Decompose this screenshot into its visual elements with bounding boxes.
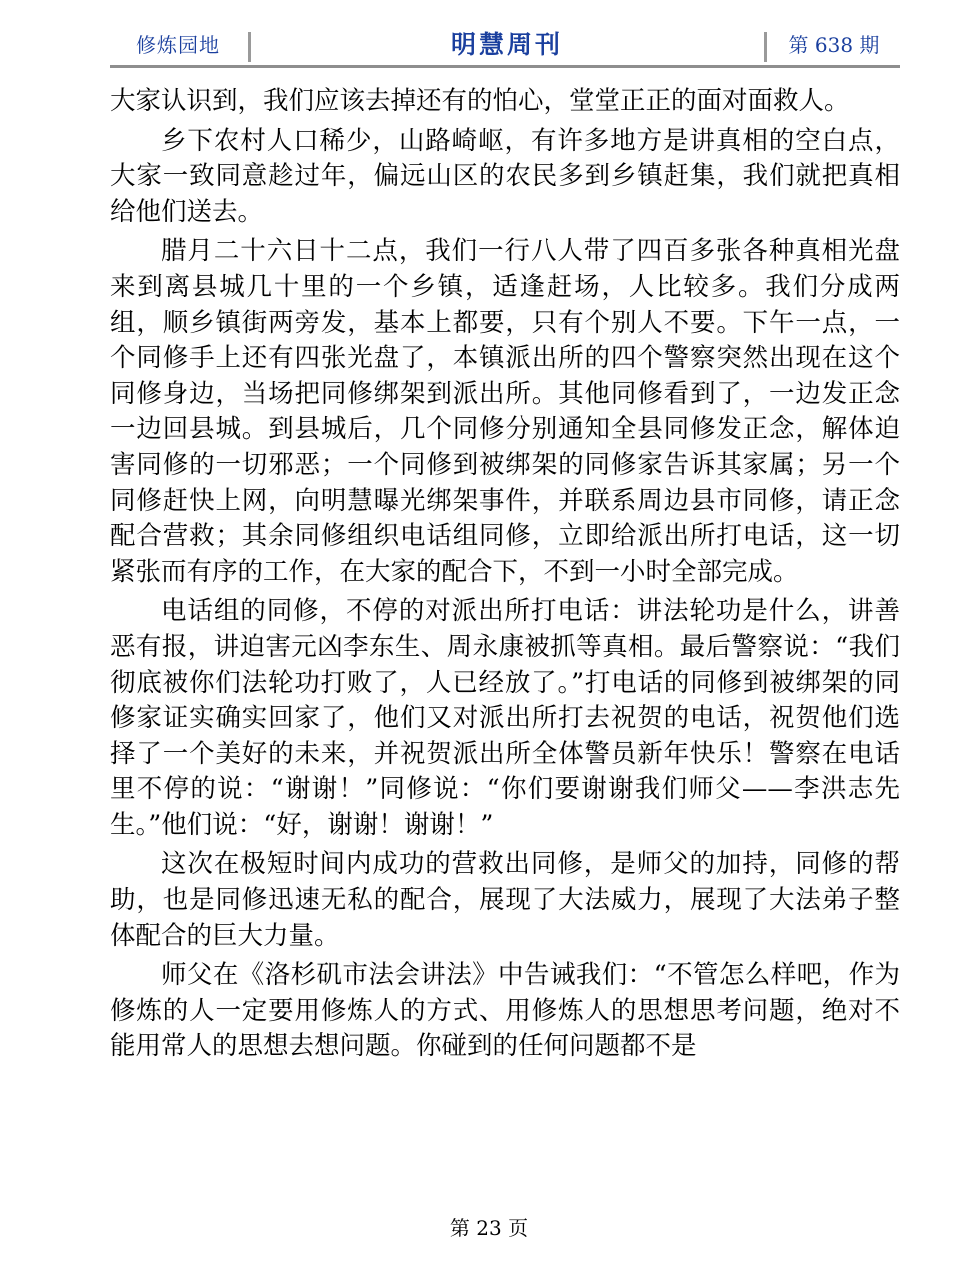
paragraph: 师父在《洛杉矶市法会讲法》中告诫我们：“不管怎么样吧，作为修炼的人一定要用修炼人的方式、用修炼人的思想思考问题，绝对不能用常人的思想去想问题。你碰到的任何问题都不是 xyxy=(110,960,900,1062)
section-name: 修炼园地 xyxy=(136,33,220,57)
header-rule xyxy=(110,65,900,68)
page-header xyxy=(110,22,900,68)
publication-title: 明慧周刊 xyxy=(450,30,563,59)
paragraph: 腊月二十六日十二点，我们一行八人带了四百多张各种真相光盘来到离县城几十里的一个乡镇，适逢赶场，人比较多。我们分成两组，顺乡镇街两旁发，基本上都要，只有个别人不要。下午一点，一个同修手上还有四张光盘了，本镇派出所的四个警察突然出现在这个同修身边，当场把同修绑架到派出所。其他同修看到了，一边发正念一边回县城。到县城后，几个同修分别通知全县同修发正念，解体迫害同修的一切邪恶；一个同修到被绑架的同修家告诉其家属；另一个同修赶快上网，向明慧曝光绑架事件，并联系周边县市同修，请正念配合营救；其余同修组织电话组同修，立即给派出所打电话，这一切紧张而有序的工作，在大家的配合下，不到一小时全部完成。 xyxy=(110,236,900,587)
article-body xyxy=(110,84,900,1069)
header-divider xyxy=(248,32,251,62)
header-divider xyxy=(764,32,767,62)
issue-number: 第 638 期 xyxy=(788,33,880,57)
paragraph: 乡下农村人口稀少，山路崎岖，有许多地方是讲真相的空白点，大家一致同意趁过年，偏远山区的农民多到乡镇赶集，我们就把真相给他们送去。 xyxy=(110,125,900,227)
paragraph: 电话组的同修，不停的对派出所打电话：讲法轮功是什么，讲善恶有报，讲迫害元凶李东生、周永康被抓等真相。最后警察说：“我们彻底被你们法轮功打败了，人已经放了。”打电话的同修到被绑架的同修家证实确实回家了，他们又对派出所打去祝贺的电话，祝贺他们选择了一个美好的未来，并祝贺派出所全体警员新年快乐！警察在电话里不停的说：“谢谢！”同修说：“你们要谢谢我们师父——李洪志先生。”他们说：“好，谢谢！谢谢！” xyxy=(110,596,900,840)
paragraph: 大家认识到，我们应该去掉还有的怕心，堂堂正正的面对面救人。 xyxy=(110,86,850,116)
page-number: 第 23 页 xyxy=(449,1216,529,1240)
paragraph: 这次在极短时间内成功的营救出同修，是师父的加持，同修的帮助，也是同修迅速无私的配合，展现了大法威力，展现了大法弟子整体配合的巨大力量。 xyxy=(110,849,900,951)
